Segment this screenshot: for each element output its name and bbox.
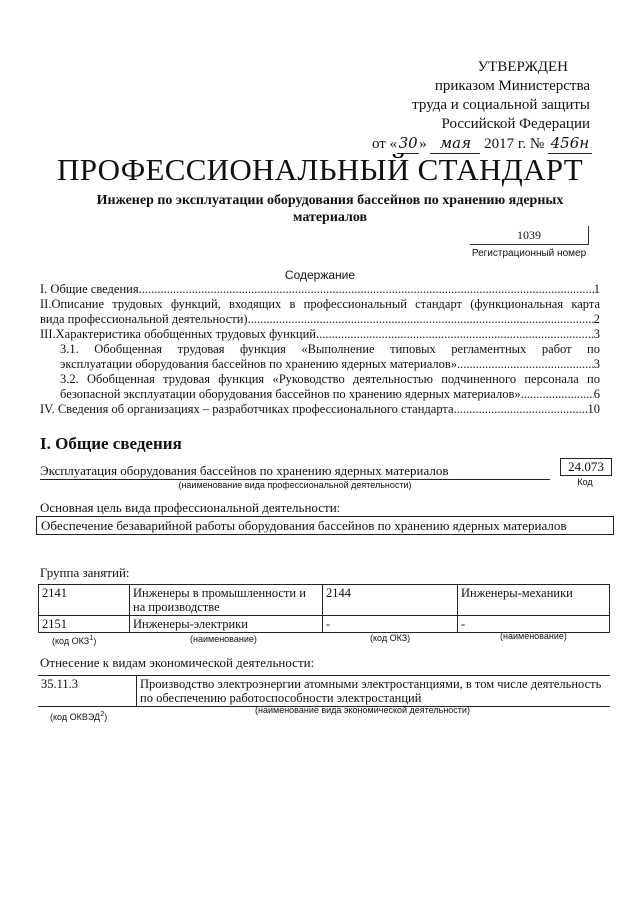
section-heading: I. Общие сведения — [40, 434, 182, 453]
okved-name-caption: (наименование вида экономической деятельности) — [255, 705, 470, 715]
contents-heading: Содержание — [284, 268, 356, 282]
registration-label: Регистрационный номер — [471, 248, 587, 259]
activity-code: 24.073 — [560, 458, 612, 476]
document-subtitle: Инженер по эксплуатации оборудования бассейнов по хранению ядерных материалов — [96, 193, 564, 225]
contents-list — [40, 282, 600, 417]
table-row — [39, 616, 610, 633]
table-row — [39, 585, 610, 616]
okz-code: 2141 — [39, 585, 130, 616]
contents-item: 3.1. Обобщенная трудовая функция «Выполнение типовых регламентных работ по эксплуатации оборудования бассейнов по хранению ядерных материалов» ..... 3 — [40, 342, 600, 372]
approval-day: 30 — [398, 134, 418, 152]
contents-item: IV. Сведения об организациях – разработчиках профессионального стандарта ..... 10 — [40, 402, 600, 417]
approval-date: от «30» мая 2017 г. № 456н — [360, 134, 590, 154]
approval-title: УТВЕРЖДЕН — [477, 59, 568, 75]
okz-name-caption: (наименование) — [500, 631, 567, 641]
okz-name: Инженеры в промышленности и на производстве — [130, 585, 323, 616]
approval-line: Российской Федерации — [441, 116, 590, 132]
okz-name-caption: (наименование) — [190, 634, 257, 644]
contents-item: III.Характеристика обобщенных трудовых функций ..... 3 — [40, 327, 600, 342]
approval-number: 456н — [548, 134, 592, 154]
contents-item: I. Общие сведения ..... 1 — [40, 282, 600, 297]
approval-block — [360, 58, 590, 154]
okved-label: Отнесение к видам экономической деятельности: — [40, 655, 315, 670]
approval-month: мая — [430, 134, 480, 154]
table-row — [38, 676, 610, 707]
contents-item: 3.2. Обобщенная трудовая функция «Руководство деятельностью подчиненного персонала по безопасной эксплуатации оборудования бассейнов по хранению ядерных материалов» ..... 6 — [40, 372, 600, 402]
group-label: Группа занятий: — [40, 565, 130, 580]
okz-code-caption: (код ОКЗ$^1$) — [52, 633, 97, 646]
activity-caption: (наименование вида профессиональной деятельности) — [178, 480, 412, 490]
okz-code: 2151 — [39, 616, 130, 633]
okved-name: Производство электроэнергии атомными электростанциями, в том числе деятельность по обеспечению работоспособности электростанций — [137, 676, 611, 707]
okz-name: Инженеры-электрики — [130, 616, 323, 633]
activity-name: Эксплуатация оборудования бассейнов по хранению ядерных материалов — [40, 463, 550, 480]
goal-label: Основная цель вида профессиональной деятельности: — [40, 500, 341, 515]
approval-line: приказом Министерства — [434, 78, 590, 94]
okz-code: 2144 — [323, 585, 458, 616]
okved-table — [38, 675, 610, 707]
okz-code-caption: (код ОКЗ) — [370, 633, 411, 643]
okz-name: - — [458, 616, 610, 633]
occupation-group-table — [38, 584, 610, 633]
registration-number: 1039 — [470, 226, 589, 245]
goal-text: Обеспечение безаварийной работы оборудования бассейнов по хранению ядерных материалов — [36, 516, 614, 535]
okz-name: Инженеры-механики — [458, 585, 610, 616]
okz-code: - — [323, 616, 458, 633]
okved-code: 35.11.3 — [38, 676, 137, 707]
okved-code-caption: (код ОКВЭД$^2$) — [50, 709, 108, 722]
contents-item: II.Описание трудовых функций, входящих в профессиональный стандарт (функциональная карта вида профессиональной деятельности) ..... 2 — [40, 297, 600, 327]
document-title: ПРОФЕССИОНАЛЬНЫЙ СТАНДАРТ — [57, 152, 583, 187]
code-caption: Код — [577, 477, 593, 487]
approval-line: труда и социальной защиты — [412, 97, 590, 113]
